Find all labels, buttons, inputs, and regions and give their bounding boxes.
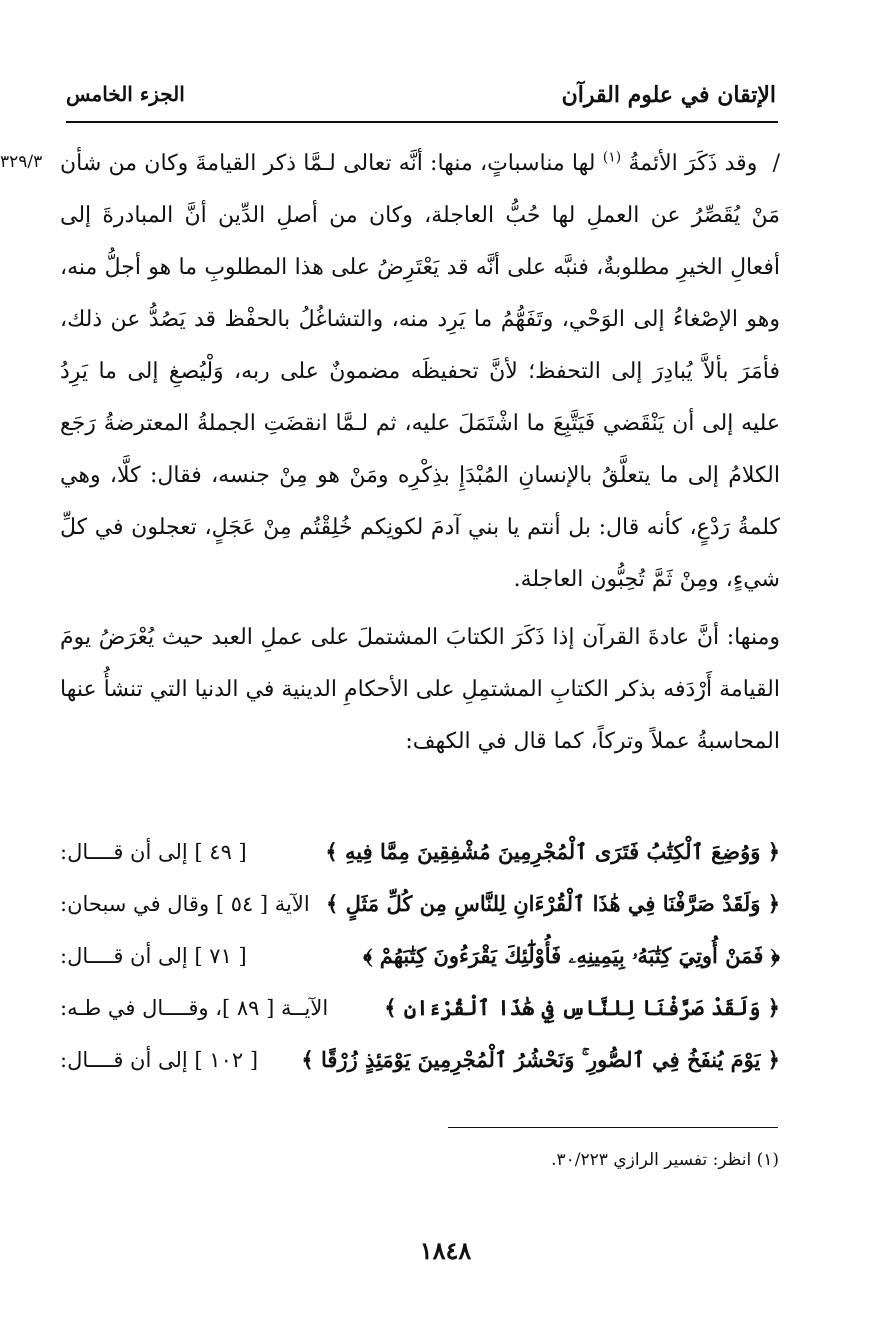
original-page-marker: / [772,151,780,176]
quran-line-2 [60,878,780,930]
paragraph-1-text-a: وقد ذَكَرَ الأئمةُ [628,151,758,176]
quran-verse: ﴿ يَوْمَ يُنفَخُ فِي ٱلصُّورِ ۚ وَنَحْشُرُ ٱلْمُجْرِمِينَ يَوْمَئِذٍ زُرْقًا ﴾ [301,1047,780,1072]
verse-number: الآية [ ٥٤ ] [215,892,310,916]
book-title: الإتقان في علوم القرآن [561,82,776,108]
paragraph-1-text-b: لها مناسباتٍ، منها: أنَّه تعالى لـمَّا ذكر القيامةَ وكان من شأن مَنْ يُقَصِّرُ عن العملِ لها حُبُّ العاجلة، وكان من أصلِ الدِّين أنَّ المبادرةَ إلى أفعالِ الخيرِ مطلوبةٌ، فنبَّه على أنَّه قد يَعْتَرِضُ على هذا المطلوبِ ما هو أجلُّ منه، وهو الإصْغاءُ إلى الوَحْي، وتَفَهُّمُ ما يَرِد منه، والتشاغُلُ بالحفْظ قد يَصُدُّ عن ذلك، فأمَرَ بألاَّ يُبادِرَ إلى التحفظ؛ لأنَّ تحفيظَه مضمونٌ على ربه، وَلْيُصغِ إلى ما يَرِدُ عليه إلى أن يَنْقَضي فَيَتَّبِعَ ما اشْتَمَلَ عليه، ثم لـمَّا انقضَتِ الجملةُ المعترضةُ رَجَع الكلامُ إلى ما يتعلَّقُ بالإنسانِ المُبْدَإِ بذِكْرِه ومَنْ هو مِنْ جنسه، فقال: كلَّا، وهي كلمةُ رَدْعٍ، كأنه قال: بل أنتم يا بني آدمَ لكونِكم خُلِقْتُم مِنْ عَجَلٍ، تعجلون في كلِّ شيءٍ، ومِنْ ثَمَّ تُحِبُّون العاجلة. [60,151,780,592]
verse-continuation: إلى أن قــــال: [60,1048,188,1072]
verse-number: [ ٤٩ ] [194,840,247,864]
quran-verse-list [60,826,780,1086]
paragraph-2: ومنها: أنَّ عادةَ القرآن إذا ذَكَرَ الكتابَ المشتملَ على عملِ العبد حيث يُعْرَضُ يومَ القيامة أَرْدَفه بذكر الكتابِ المشتمِلِ على الأحكامِ الدينية في الدنيا التي تنشأُ عنها المحاسبةُ عملاً وتركاً، كما قال في الكهف: [60,625,780,754]
quran-line-5 [60,1034,780,1086]
footnote-divider [448,1127,778,1128]
quran-line-1 [60,826,780,878]
header-divider [66,121,778,123]
quran-verse: ﴿ فَمَنْ أُوتِيَ كِتَٰبَهُۥ بِيَمِينِهِۦ فَأُوْلَٰٓئِكَ يَقْرَءُونَ كِتَٰبَهُمْ ﴾ [363,943,780,968]
footnote: (١) انظر: تفسير الرازي ٣٠/٢٢٣. [551,1150,779,1170]
quran-verse: ﴿ وَلَقَدْ صَرَّفْنَا لِلنَّاسِ فِي هَٰذَا ٱلْقُرْءَانِ ﴾ [384,995,780,1020]
volume-label: الجزء الخامس [66,82,185,106]
verse-number: [ ١٠٢ ] [194,1048,259,1072]
paragraph-1 [60,138,780,606]
quran-verse: ﴿ وَلَقَدْ صَرَّفْنَا فِي هَٰذَا ٱلْقُرْءَانِ لِلنَّاسِ مِن كُلِّ مَثَلٍ ﴾ [326,891,780,916]
quran-verse: ﴿ وَوُضِعَ ٱلْكِتَٰبُ فَتَرَى ٱلْمُجْرِمِينَ مُشْفِقِينَ مِمَّا فِيهِ ﴾ [325,839,780,864]
footnote-reference[interactable]: (١) [602,149,622,166]
page-number: ١٨٤٨ [419,1236,472,1265]
main-text [60,138,780,768]
running-header [66,80,776,116]
verse-number: [ ٧١ ] [194,944,247,968]
verse-continuation: إلى أن قــــال: [60,944,188,968]
verse-continuation: إلى أن قــــال: [60,840,188,864]
verse-number: الآيــة [ ٨٩ ]، [215,996,329,1020]
verse-continuation: وقال في سبحان: [60,892,210,916]
margin-page-reference: ٣٢٩/٣ [0,152,43,172]
quran-line-4 [60,982,780,1034]
verse-continuation: وقــــال في طـه: [60,996,209,1020]
quran-line-3 [60,930,780,982]
